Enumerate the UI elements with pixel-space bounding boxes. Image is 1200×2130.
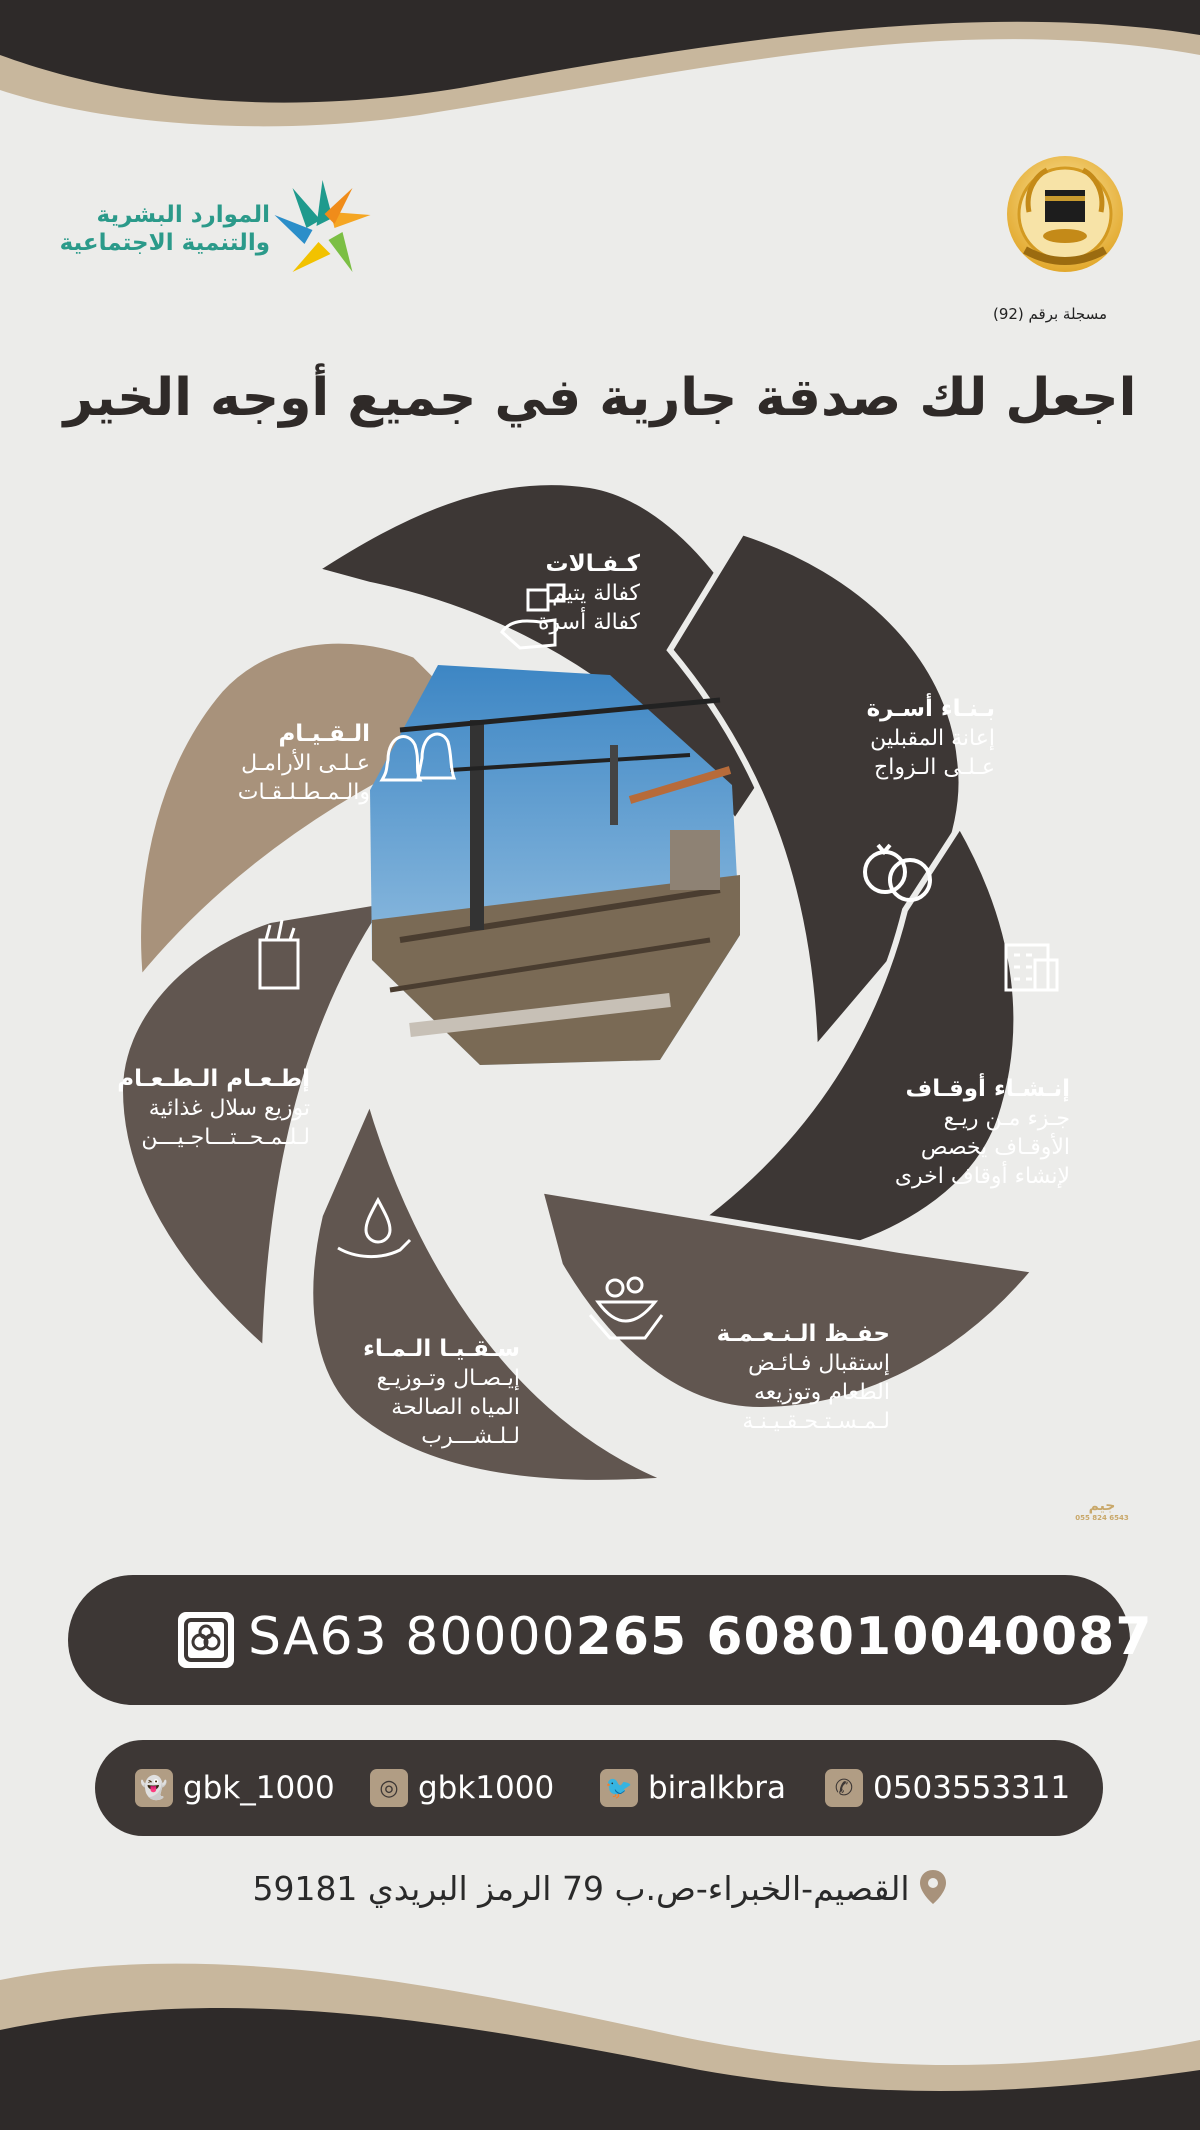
segment-awqaf-title: إنـشـاء أوقـاف — [905, 1076, 1070, 1102]
designer-mark — [1072, 1498, 1132, 1522]
contact-twitter[interactable] — [600, 1766, 786, 1810]
twitter-icon: 🐦 — [600, 1769, 638, 1807]
snapchat-icon: 👻 — [135, 1769, 173, 1807]
contact-snapchat[interactable] — [135, 1766, 335, 1810]
contact-phone[interactable] — [825, 1766, 1070, 1810]
segment-hifz-line: الطعام وتوزيعه — [753, 1380, 890, 1405]
contact-phone-text: 0503553311 — [873, 1770, 1071, 1806]
location-pin-icon — [918, 1868, 948, 1906]
segment-kafalat-line: كفالة يتيم — [552, 581, 640, 606]
designer-name: جيم — [1088, 1498, 1116, 1514]
contact-instagram-text: gbk1000 — [418, 1770, 555, 1806]
segment-itaam-text — [110, 1065, 310, 1152]
bank-logo-icon — [178, 1612, 234, 1668]
charity-logo — [995, 152, 1135, 282]
ministry-name-line2: والتنمية الاجتماعية — [59, 230, 270, 256]
iban-account: 265 608010040087 — [575, 1607, 1153, 1667]
segment-itaam-line: توزيع سلال غذائية — [148, 1096, 310, 1121]
segment-itaam-title: إطـعـام الـطـعـام — [117, 1066, 310, 1092]
segment-qiyam-text — [170, 720, 370, 807]
segment-awqaf-line: الأوقـاف يخصص — [920, 1135, 1070, 1160]
phone-icon: ✆ — [825, 1769, 863, 1807]
bottom-wave-decoration — [0, 1920, 1200, 2130]
top-wave-decoration — [0, 0, 1200, 160]
segment-awqaf-line: جـزء مـن ريـع — [943, 1106, 1070, 1131]
segment-bina-line: عـلـى الـزواج — [874, 755, 995, 780]
segment-awqaf-line: لإنشاء أوقاف اخرى — [894, 1164, 1070, 1189]
segment-suqya-line: المياه الصالحة — [391, 1395, 520, 1420]
ministry-name-line1: الموارد البشرية — [96, 202, 270, 228]
page-headline: اجعل لك صدقة جارية في جميع أوجه الخير — [63, 368, 1137, 428]
segment-hifz-line: إستقبال فـائـض — [748, 1351, 890, 1376]
segment-qiyam-line: عـلـى الأرامـل — [241, 751, 370, 776]
segment-hifz-title: حفـظ الـنـعـمـة — [716, 1321, 890, 1347]
iban-number — [248, 1607, 1153, 1667]
segment-bina-line: إعانة المقبلين — [870, 726, 995, 751]
contact-snapchat-text: gbk_1000 — [183, 1770, 335, 1806]
contacts-bar — [95, 1740, 1103, 1836]
segment-kafalat-text — [470, 550, 640, 637]
segment-hifz-line: لـمـسـتـحـقـيـنـة — [742, 1409, 890, 1434]
address — [0, 1868, 1200, 1908]
contact-twitter-text: biralkbra — [648, 1770, 787, 1806]
registration-number: مسجلة برقم (92) — [992, 305, 1108, 323]
segment-suqya-title: سـقـيـا الـمـاء — [363, 1336, 520, 1362]
iban-bar[interactable] — [68, 1575, 1153, 1705]
segment-bina-title: بـنـاء أسـرة — [866, 696, 995, 722]
segment-qiyam-title: الـقـيـام — [278, 721, 370, 747]
address-text: القصيم-الخبراء-ص.ب 79 الرمز البريدي 59181 — [252, 1869, 910, 1908]
segment-bina-text — [815, 695, 995, 782]
segment-hifz-text — [700, 1320, 890, 1436]
ministry-star-icon — [265, 175, 380, 285]
designer-phone: 055 824 6543 — [1075, 1514, 1129, 1522]
segment-suqya-line: لـلـشـــرب — [421, 1424, 520, 1449]
segment-suqya-line: إيـصـال وتـوزيـع — [376, 1366, 520, 1391]
segment-kafalat-title: كـفـالات — [545, 551, 640, 577]
segment-qiyam-line: والـمـطـلـقـات — [237, 780, 370, 805]
segment-itaam-line: لـلـمـحــتـــاجـيـــن — [141, 1125, 310, 1150]
segment-suqya-text — [340, 1335, 520, 1451]
instagram-icon: ◎ — [370, 1769, 408, 1807]
segment-kafalat-line: كفالة أسرة — [537, 610, 640, 635]
iban-prefix: SA63 80000 — [248, 1607, 576, 1667]
contact-instagram[interactable] — [370, 1766, 554, 1810]
segment-awqaf-text — [860, 1075, 1070, 1191]
ministry-logo — [50, 175, 380, 285]
